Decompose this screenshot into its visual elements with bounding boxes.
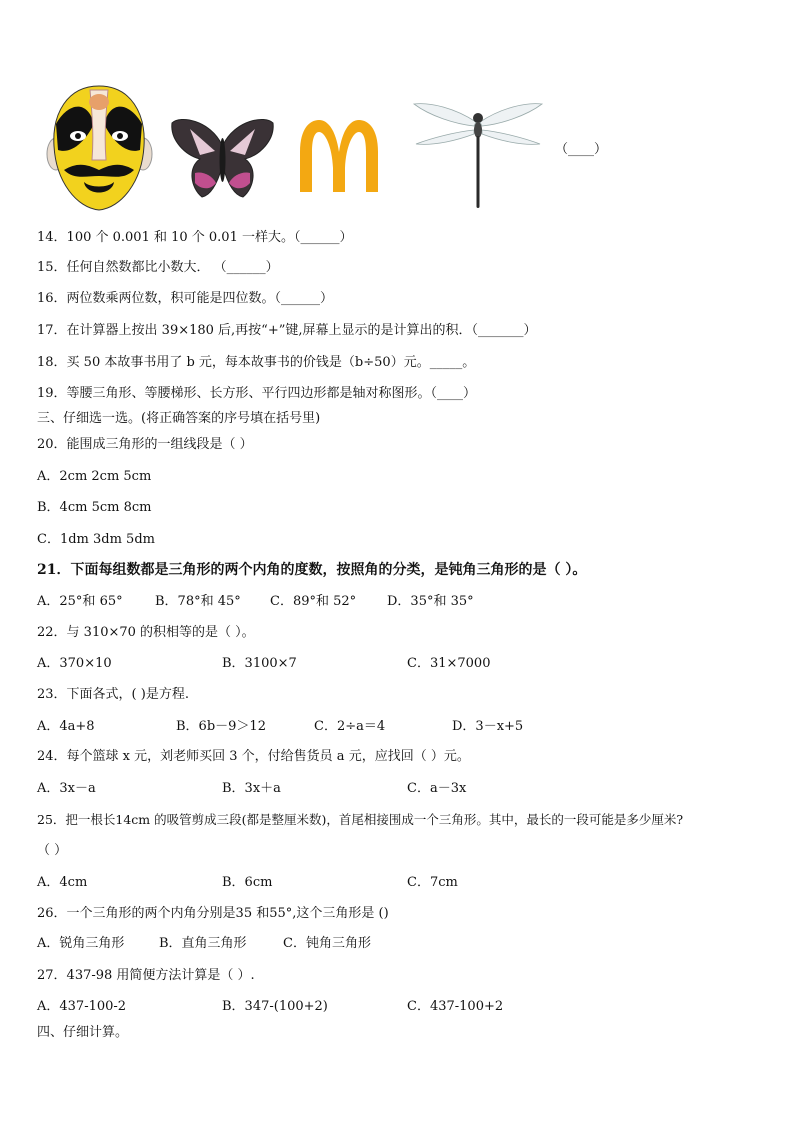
q23-option-c: C．2÷a＝4 xyxy=(314,719,386,734)
question-15: 15．任何自然数都比小数大． （______） xyxy=(37,260,279,275)
q26-option-b: B．直角三角形 xyxy=(159,936,247,951)
q25-option-a: A．4cm xyxy=(37,875,88,890)
section-3-heading: 三、仔细选一选。(将正确答案的序号填在括号里) xyxy=(37,411,321,426)
q21-option-c: C．89°和 52° xyxy=(270,594,357,609)
q20-option-c: C．1dm 3dm 5dm xyxy=(37,532,155,547)
q24-option-c: C．a－3x xyxy=(407,781,467,796)
q26-option-a: A．锐角三角形 xyxy=(37,936,125,951)
question-20: 20．能围成三角形的一组线段是（ ） xyxy=(37,437,253,452)
question-24: 24．每个篮球 x 元，刘老师买回 3 个，付给售货员 a 元，应找回（ ）元。 xyxy=(37,749,470,764)
q20-option-a: A．2cm 2cm 5cm xyxy=(37,469,152,484)
q21-option-d: D．35°和 35° xyxy=(387,594,474,609)
question-22: 22．与 310×70 的积相等的是（ ）。 xyxy=(37,625,255,640)
mcdonalds-logo-icon xyxy=(296,118,382,193)
q27-option-c: C．437-100+2 xyxy=(407,999,504,1014)
figure-row xyxy=(0,0,794,220)
question-16: 16．两位数乘两位数，积可能是四位数。（______） xyxy=(37,291,334,306)
question-19: 19．等腰三角形、等腰梯形、长方形、平行四边形都是轴对称图形。（____） xyxy=(37,386,477,401)
q23-option-d: D．3－x+5 xyxy=(452,719,524,734)
q24-option-b: B．3x＋a xyxy=(222,781,281,796)
q21-option-b: B．78°和 45° xyxy=(155,594,241,609)
question-14: 14．100 个 0.001 和 10 个 0.01 一样大。（______） xyxy=(37,230,353,245)
q22-option-c: C．31×7000 xyxy=(407,656,491,671)
image-question-blank: （____） xyxy=(555,142,608,157)
question-25: 25．把一根长14cm 的吸管剪成三段(都是整厘米数)，首尾相接围成一个三角形。其中，最长的一段可能是多少厘米? xyxy=(37,812,684,827)
question-17: 17．在计算器上按出 39×180 后,再按“+”键,屏幕上显示的是计算出的积．（_______） xyxy=(37,323,537,338)
q22-option-b: B．3100×7 xyxy=(222,656,297,671)
question-25-blank: （ ） xyxy=(37,843,68,858)
question-18: 18．买 50 本故事书用了 b 元，每本故事书的价钱是（b÷50）元。_____。 xyxy=(37,355,476,370)
q23-option-b: B．6b－9＞12 xyxy=(176,719,266,734)
question-26: 26．一个三角形的两个内角分别是35 和55°,这个三角形是 () xyxy=(37,906,389,921)
question-21: 21．下面每组数都是三角形的两个内角的度数，按照角的分类，是钝角三角形的是（ ）。 xyxy=(37,562,587,578)
q20-option-b: B．4cm 5cm 8cm xyxy=(37,500,152,515)
butterfly-icon xyxy=(170,115,275,205)
q24-option-a: A．3x－a xyxy=(37,781,96,796)
q23-option-a: A．4a+8 xyxy=(37,719,95,734)
question-23: 23．下面各式，( )是方程. xyxy=(37,687,189,702)
q26-option-c: C．钝角三角形 xyxy=(283,936,371,951)
q22-option-a: A．370×10 xyxy=(37,656,112,671)
section-4-heading: 四、仔细计算。 xyxy=(37,1025,129,1040)
q25-option-c: C．7cm xyxy=(407,875,458,890)
dragonfly-icon xyxy=(410,98,545,210)
q25-option-b: B．6cm xyxy=(222,875,273,890)
question-27: 27．437-98 用简便方法计算是（ ）. xyxy=(37,968,255,983)
opera-mask-icon xyxy=(42,84,157,212)
q27-option-a: A．437-100-2 xyxy=(37,999,127,1014)
q21-option-a: A．25°和 65° xyxy=(37,594,123,609)
q27-option-b: B．347-(100+2) xyxy=(222,999,328,1014)
